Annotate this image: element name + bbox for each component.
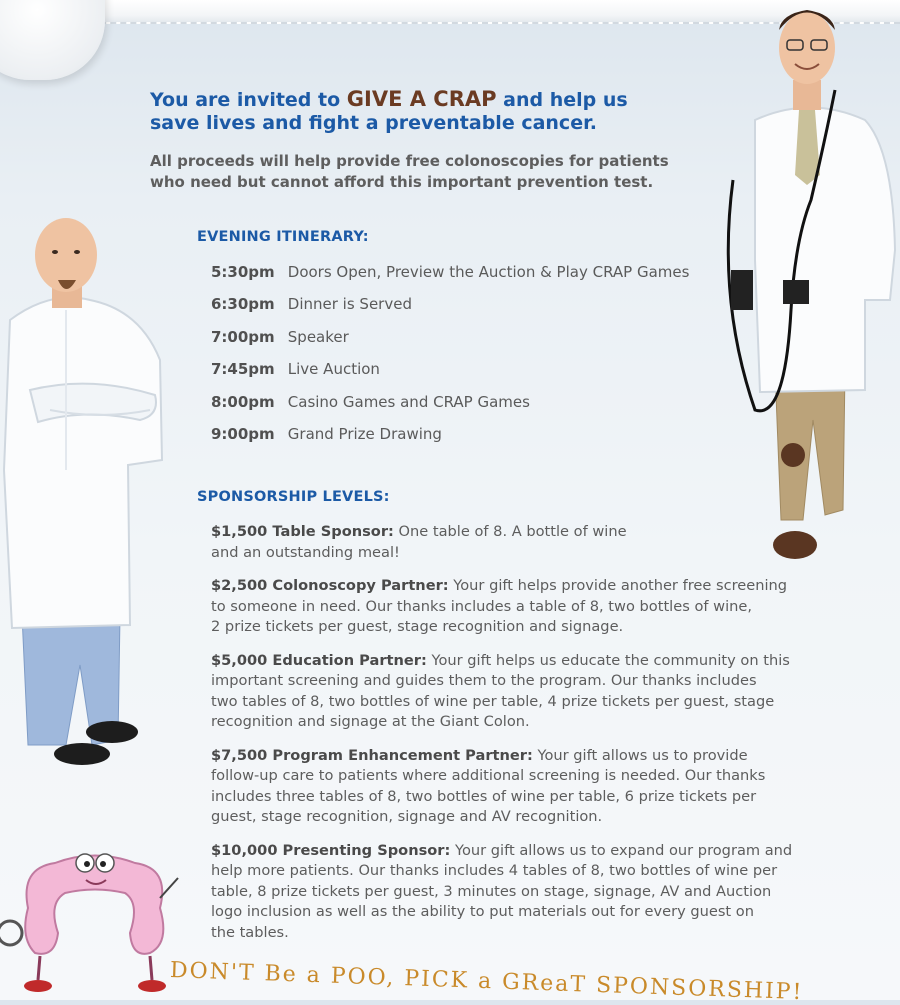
itinerary-item: [211, 359, 689, 391]
itinerary-event: Casino Games and CRAP Games: [287, 392, 530, 411]
itinerary-item: [211, 424, 689, 456]
level-line: 2 prize tickets per guest, stage recognition and signage.: [211, 618, 624, 635]
level-line: Your gift allows us to expand our program and: [454, 841, 793, 859]
level-line: Your gift allows us to provide: [537, 746, 748, 764]
slogan: DON'T Be a POO, PICK a GReaT SPONSORSHIP!: [169, 958, 804, 1005]
level-line: Your gift helps provide another free screening: [453, 577, 788, 594]
invite-line2: save lives and fight a preventable cancer.: [150, 112, 597, 134]
itinerary-event: Doors Open, Preview the Auction & Play CRAP Games: [287, 263, 690, 281]
level-title: $10,000 Presenting Sponsor:: [211, 841, 451, 859]
level-line: the tables.: [211, 923, 289, 941]
level-line: recognition and signage at the Giant Colon.: [211, 713, 530, 730]
proceeds-statement: [150, 151, 669, 193]
level-line: follow-up care to patients where additional screening is needed. Our thanks: [211, 767, 766, 784]
doctor-with-scope-illustration: [715, 0, 900, 565]
itinerary-event: Live Auction: [287, 360, 380, 379]
level-line: help more patients. Our thanks includes 4 tables of 8, two bottles of wine per: [211, 862, 778, 879]
itinerary-event: Grand Prize Drawing: [287, 424, 442, 443]
invite-line1-pre: You are invited to: [150, 89, 347, 111]
colon-mascot-illustration: [0, 838, 185, 998]
itinerary-time: 7:00pm: [211, 327, 275, 346]
level-title: $5,000 Education Partner:: [211, 651, 427, 669]
level-title: $2,500 Colonoscopy Partner:: [211, 577, 449, 594]
itinerary-heading: EVENING ITINERARY:: [197, 229, 369, 245]
level-line: Your gift helps us educate the community on this: [431, 651, 790, 669]
itinerary-time: 9:00pm: [211, 424, 275, 443]
give-a-crap-highlight: GIVE A CRAP: [346, 87, 497, 111]
itinerary-time: 5:30pm: [211, 263, 275, 281]
itinerary-list: [211, 262, 689, 456]
invite-line1-post: and help us: [496, 89, 628, 111]
level-line: two tables of 8, two bottles of wine per table, 4 prize tickets per guest, stage: [211, 692, 775, 710]
itinerary-event: Dinner is Served: [287, 295, 412, 314]
level-title: $7,500 Program Enhancement Partner:: [211, 746, 533, 764]
level-line: to someone in need. Our thanks includes a table of 8, two bottles of wine,: [211, 597, 753, 615]
itinerary-item: [211, 262, 689, 294]
itinerary-event: Speaker: [287, 327, 349, 346]
sponsorship-levels: [211, 522, 856, 956]
level-line: important screening and guides them to the program. Our thanks includes: [211, 672, 757, 689]
bald-doctor-illustration: [0, 210, 170, 775]
itinerary-item: [211, 294, 689, 326]
itinerary-time: 6:30pm: [211, 295, 275, 314]
proceeds-line2: who need but cannot afford this important prevention test.: [150, 173, 654, 191]
sponsorship-level-2500: [211, 576, 856, 638]
proceeds-line1: All proceeds will help provide free colonoscopies for patients: [150, 152, 669, 170]
sponsorship-level-10000: [211, 841, 856, 944]
level-title: $1,500 Table Sponsor:: [211, 523, 394, 540]
itinerary-time: 7:45pm: [211, 360, 275, 379]
level-line: guest, stage recognition, signage and AV recognition.: [211, 808, 603, 825]
invitation-headline: [150, 88, 628, 135]
itinerary-time: 8:00pm: [211, 392, 275, 411]
toilet-paper-roll-icon: [0, 0, 105, 80]
level-line: and an outstanding meal!: [211, 543, 400, 561]
sponsorship-level-5000: [211, 651, 856, 733]
level-line: logo inclusion as well as the ability to put materials out for every guest on: [211, 903, 754, 920]
level-line: table, 8 prize tickets per guest, 3 minutes on stage, signage, AV and Auction: [211, 882, 772, 900]
level-line: One table of 8. A bottle of wine: [398, 523, 627, 540]
itinerary-item: [211, 327, 689, 359]
sponsorship-level-7500: [211, 746, 856, 828]
level-line: includes three tables of 8, two bottles of wine per table, 6 prize tickets per: [211, 787, 757, 805]
sponsorship-heading: SPONSORSHIP LEVELS:: [197, 489, 390, 505]
itinerary-item: [211, 392, 689, 424]
